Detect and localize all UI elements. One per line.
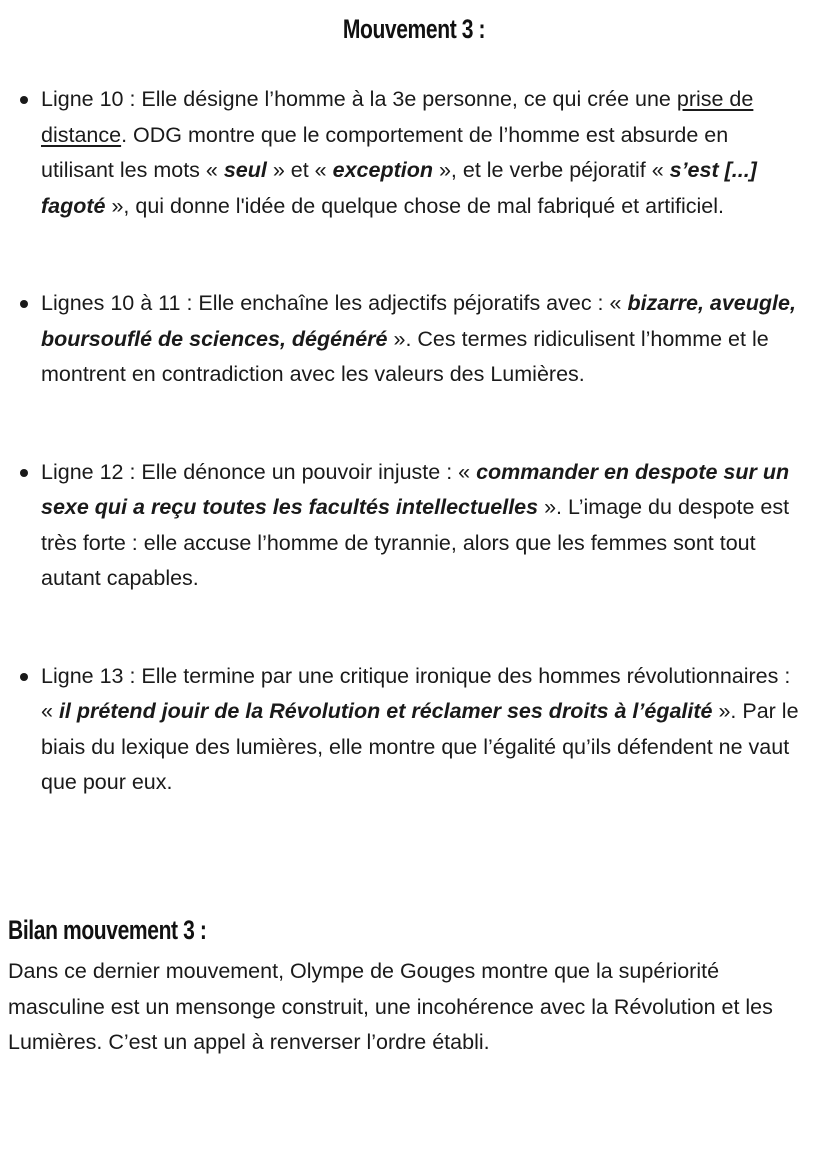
list-item [0,659,828,801]
item-text: ». Par le biais du lexique des lumières, elle montre que l’égalité qu’ils défendent ne vaut que pour eux. [41,699,799,794]
quote-text: s’est [...] fagoté [41,158,757,218]
quote-text: exception [332,158,433,182]
item-text: ». Ces termes ridiculisent l’homme et le montrent en contradiction avec les valeurs des Lumières. [41,326,769,386]
quote-text: bizarre, aveugle, boursouflé de sciences, dégénéré [41,291,796,351]
quote-text: commander en despote sur un sexe qui a reçu toutes les facultés intellectuelles [41,459,790,519]
item-text: Ligne 10 : Elle désigne l’homme à la 3e personne, ce qui crée une [41,87,677,111]
underlined-text: prise de distance [41,87,754,147]
analysis-list [0,82,828,801]
list-item [0,455,828,597]
quote-text: il prétend jouir de la Révolution et réclamer ses droits à l’égalité [58,699,713,723]
item-text: », qui donne l'idée de quelque chose de mal fabriqué et artificiel. [105,193,724,218]
item-text: » et « [266,158,333,182]
item-text: ». L’image du despote est très forte : elle accuse l’homme de tyrannie, alors que les femmes sont tout autant capables. [41,495,790,590]
item-text: . ODG montre que le comportement de l’homme est absurde en utilisant les mots « [41,122,729,182]
quote-text: seul [223,158,267,182]
list-item [0,82,828,224]
item-text: Lignes 10 à 11 : Elle enchaîne les adjectifs péjoratifs avec : « [41,291,628,315]
item-text: Ligne 12 : Elle dénonce un pouvoir injuste : « [41,459,477,484]
list-item [0,286,828,393]
page-title: Mouvement 3 : [342,14,486,44]
item-text: Ligne 13 : Elle termine par une critique ironique des hommes révolutionnaires : « [41,663,791,723]
bilan-heading: Bilan mouvement 3 : [8,915,207,945]
bilan-paragraph: Dans ce dernier mouvement, Olympe de Gouges montre que la supériorité masculine est un mensonge construit, une incohérence avec la Révolution et les Lumières. C’est un appel à renverser l’ordre établi. [8,959,773,1054]
item-text: », et le verbe péjoratif « [432,158,670,182]
